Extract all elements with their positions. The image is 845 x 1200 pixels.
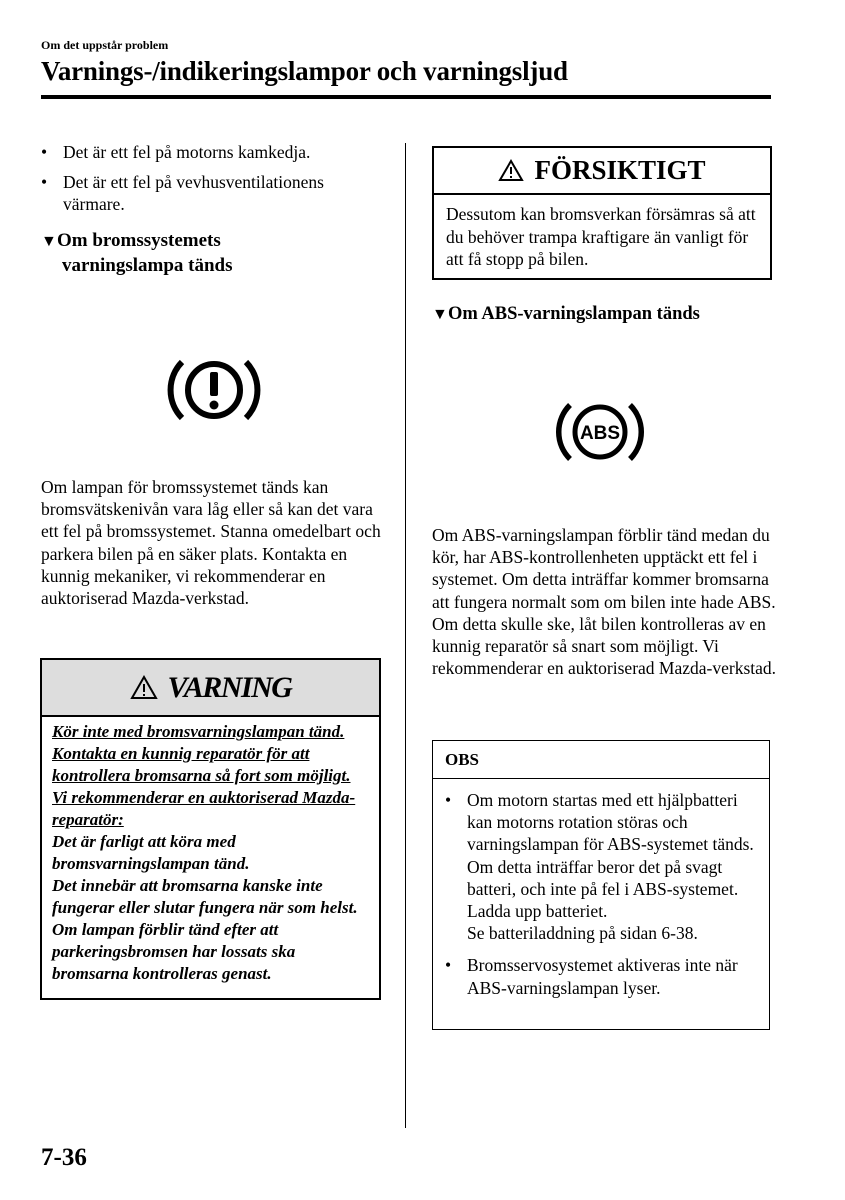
- caution-header: [434, 148, 770, 195]
- caution-box: [432, 146, 772, 280]
- abs-lamp-label: ABS: [579, 423, 621, 444]
- note-title: OBS: [433, 741, 769, 779]
- warning-title: VARNING: [167, 670, 292, 704]
- caution-text: Dessutom kan bromsverkan försämras så att du behöver trampa kraftigare än vanligt för att få stopp på bilen.: [446, 204, 756, 269]
- warning-body: [42, 717, 379, 989]
- abs-warning-lamp-icon: [552, 396, 648, 468]
- brake-section-heading: ▼Om bromssystemets varningslampa tänds: [41, 230, 233, 276]
- triangle-bullet-icon: ▼: [41, 233, 57, 250]
- warning-text: Det innebär att bromsarna kanske inte fungerar eller slutar fungera när som helst. Om lampan förblir tänd efter att parkeringsbromsen har lossats ska bromsarna kontrolleras genast.: [52, 876, 358, 983]
- warning-text: Det är farligt att köra med bromsvarningslampan tänd.: [52, 832, 250, 873]
- list-item: • Det är ett fel på motorns kamkedja.: [41, 141, 381, 163]
- list-item: • Bromsservosystemet aktiveras inte när ABS-varningslampan lyser.: [445, 954, 759, 998]
- abs-section-heading: ▼Om ABS-varningslampan tänds: [432, 302, 777, 327]
- warning-box: [40, 658, 381, 1000]
- column-divider: [405, 143, 406, 1128]
- warning-triangle-icon: [498, 159, 524, 182]
- section-label: Om det uppstår problem: [41, 38, 169, 52]
- warning-underlined-text: Kör inte med bromsvarningslampan tänd. Kontakta en kunnig reparatör för att kontrollera bromsarna så fort som möjligt. Vi rekommenderar en auktoriserad Mazda-reparatör:: [52, 722, 356, 829]
- triangle-bullet-icon: ▼: [432, 306, 448, 323]
- left-bullet-list: [41, 141, 381, 216]
- page-title: Varnings-/indikeringslampor och varningsljud: [41, 56, 568, 86]
- brake-paragraph: Om lampan för bromssystemet tänds kan bromsvätskenivån vara låg eller så kan det vara ett fel på bromssystemet. Stanna omedelbart och parkera bilen på en säker plats. Kontakta en kunnig mekaniker, vi rekommenderar en auktoriserad Mazda-verkstad.: [41, 477, 381, 609]
- warning-triangle-icon: [130, 675, 158, 700]
- note-box: [432, 740, 770, 1030]
- list-item: • Det är ett fel på vevhusventilationens värmare.: [41, 171, 381, 215]
- page-reference: Se batteriladdning på sidan 6-38.: [467, 923, 698, 944]
- list-item: • Om motorn startas med ett hjälpbatteri kan motorns rotation störas och varningslampan för ABS-systemet tänds. Om detta inträffar beror det på svagt batteri, och inte på fel i ABS-systemet. Ladda upp batteriet. Se batteriladdning på sidan 6-38.: [445, 789, 759, 944]
- note-body: [433, 779, 769, 999]
- page-number: 7-36: [41, 1144, 87, 1171]
- brake-warning-lamp-icon: [166, 352, 262, 428]
- title-rule: [41, 95, 771, 99]
- abs-paragraph: Om ABS-varningslampan förblir tänd medan du kör, har ABS-kontrollenheten upptäckt ett fel i systemet. Om detta inträffar kommer bromsarna att fungera normalt som om bilen inte hade ABS. Om detta skulle ske, låt bilen kontrolleras av en kunnig reparatör så snart som möjligt. Vi rekommenderar en auktoriserad Mazda-verkstad.: [432, 525, 777, 679]
- caution-title: FÖRSIKTIGT: [534, 155, 706, 185]
- warning-header: [42, 660, 379, 717]
